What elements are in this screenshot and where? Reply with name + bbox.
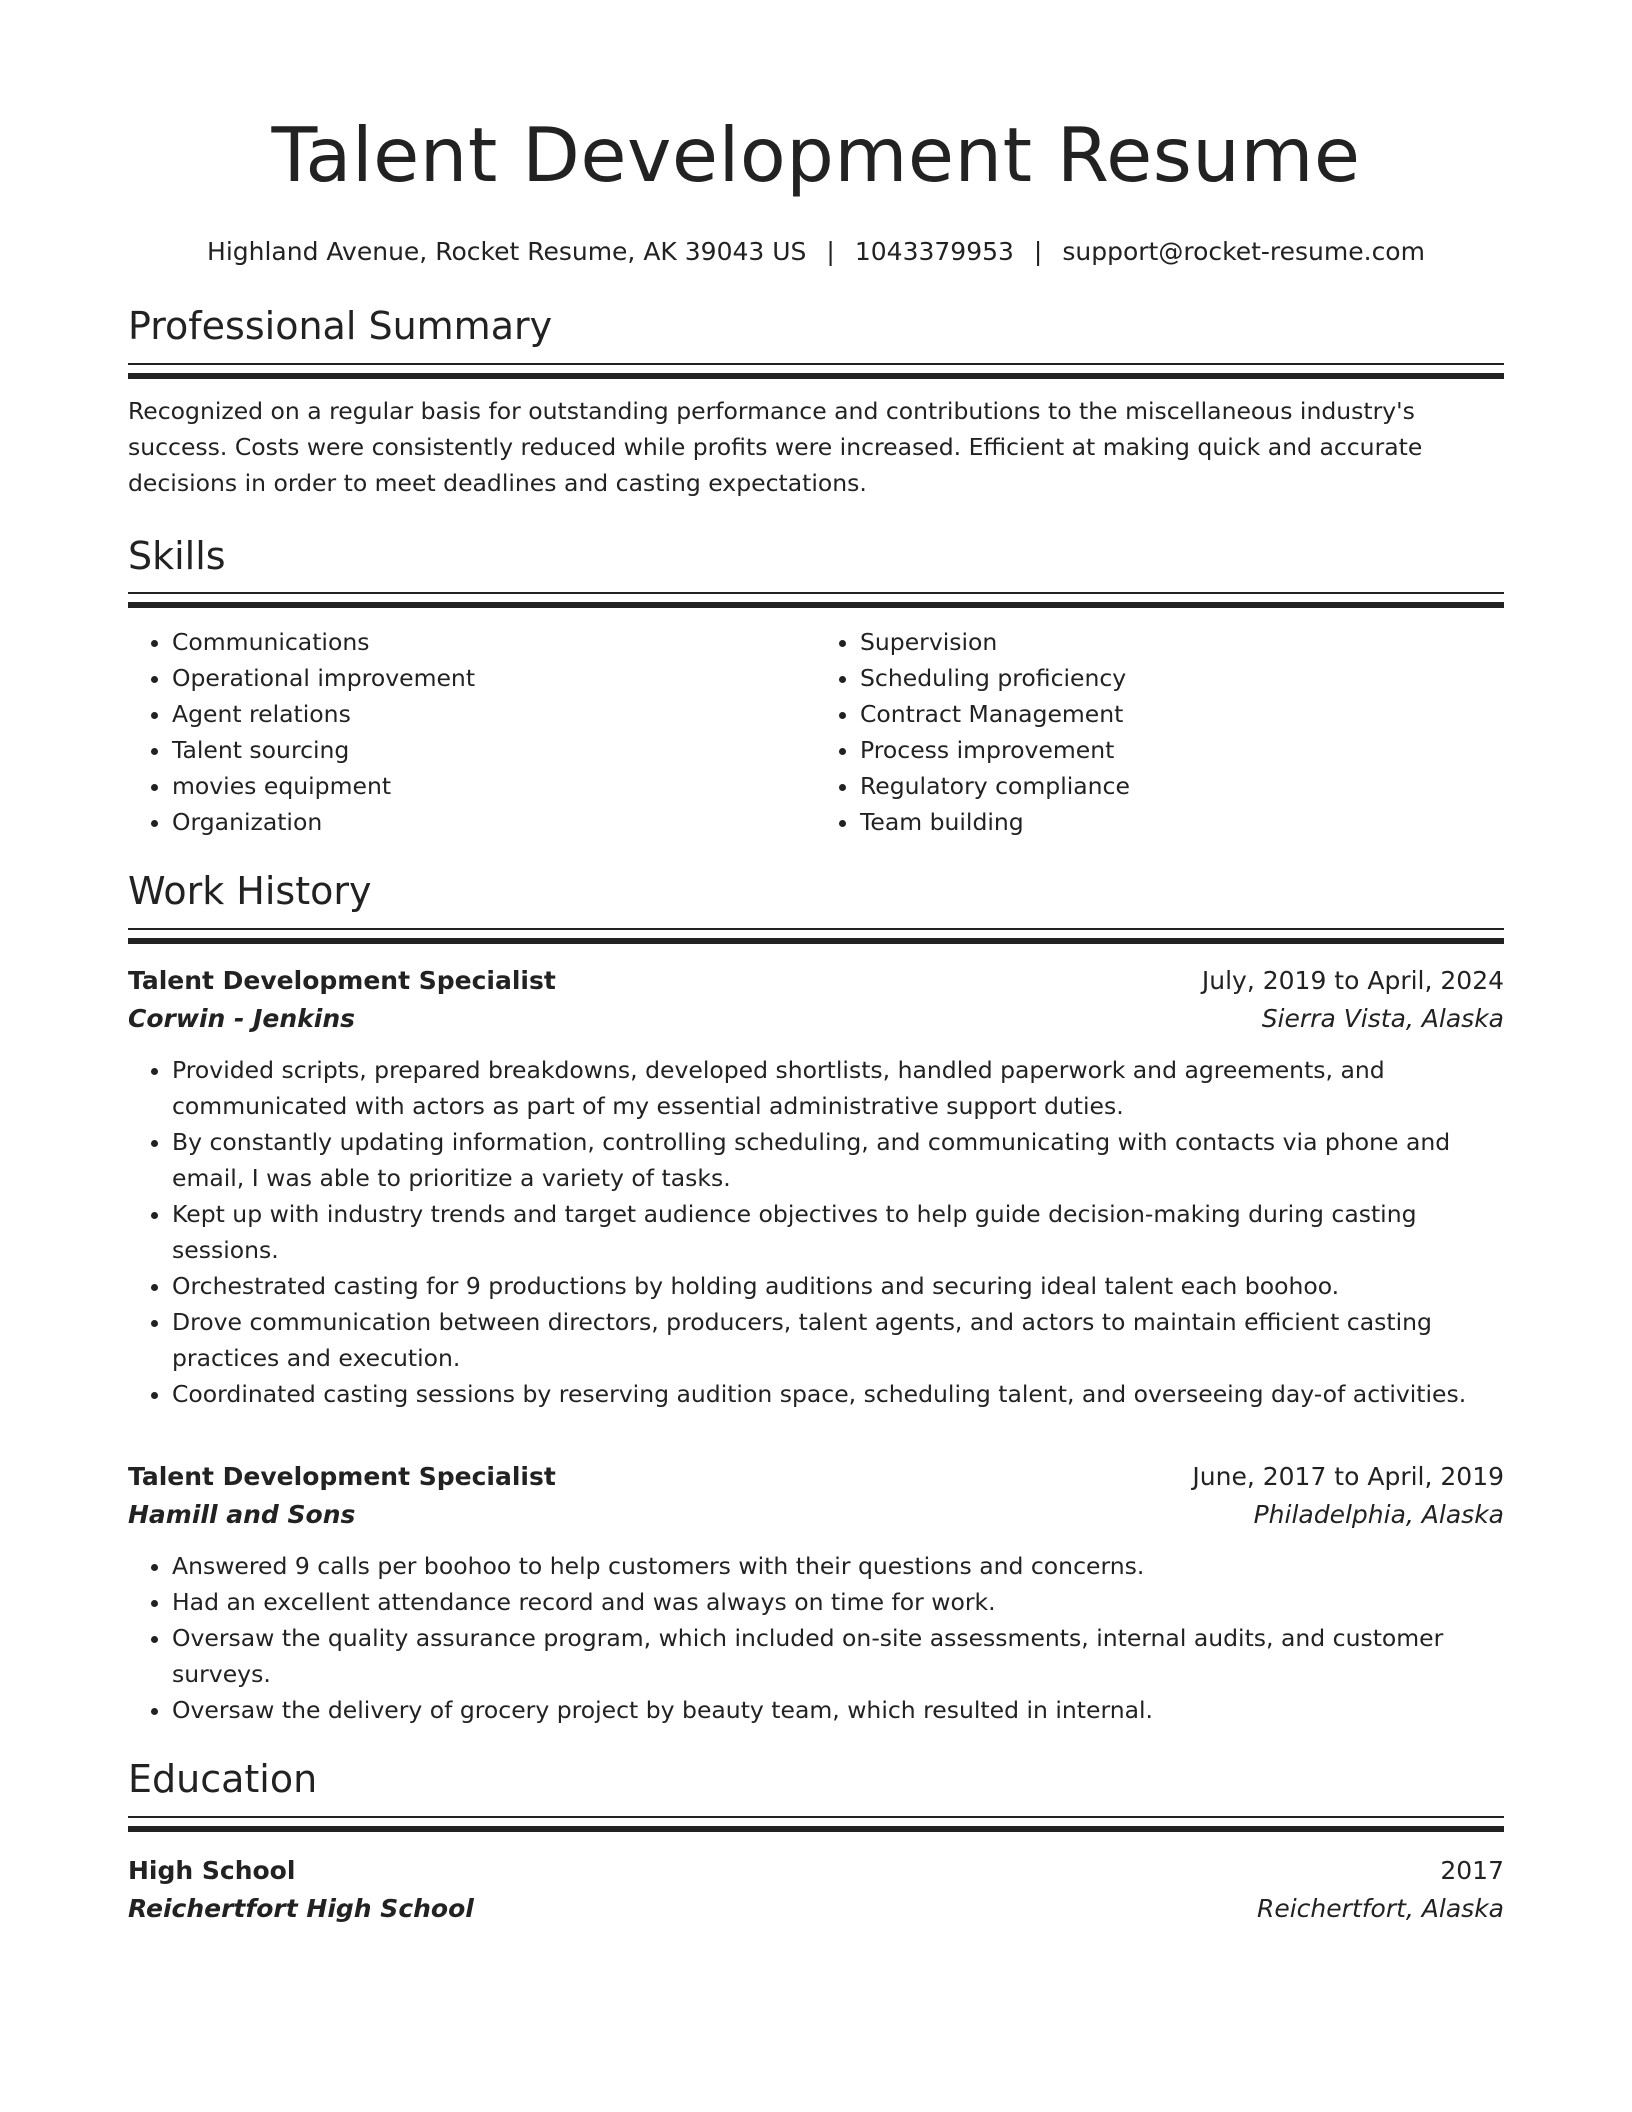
job-title: Talent Development Specialist <box>128 966 556 996</box>
contact-separator: | <box>1033 237 1043 266</box>
job-duties <box>128 1052 1504 1412</box>
skill-item: • Supervision <box>860 624 1504 660</box>
education-entry <box>128 1852 1504 1928</box>
job-header-row <box>128 962 1504 1000</box>
job-company: Hamill and Sons <box>128 1500 356 1530</box>
summary-text: Recognized on a regular basis for outstanding performance and contributions to the miscellaneous industry's success. Costs were consistently reduced while profits were increased. Efficient at making quick and accurate decisions in order to meet deadlines and casting expectations. <box>128 396 1423 497</box>
job-header-row <box>128 1458 1504 1496</box>
contact-line <box>128 237 1504 267</box>
job-dates: July, 2019 to April, 2024 <box>1201 966 1504 996</box>
job-company: Corwin - Jenkins <box>128 1004 356 1034</box>
skill-item: • Organization <box>172 804 816 840</box>
section-title-education: Education <box>128 1757 318 1802</box>
job-company-row <box>128 1000 1504 1038</box>
contact-separator: | <box>826 237 835 266</box>
skills-section <box>128 535 1504 841</box>
education-section <box>128 1758 1504 1928</box>
education-school: Reichertfort High School <box>128 1893 474 1923</box>
job-entry <box>128 1458 1504 1728</box>
section-divider <box>128 1816 1504 1832</box>
section-divider <box>128 363 1504 379</box>
skill-item: • Process improvement <box>860 732 1504 768</box>
education-school-row <box>128 1890 1504 1928</box>
skills-left-column <box>128 624 816 840</box>
job-duty: • Answered 9 calls per boohoo to help customers with their questions and concerns. <box>172 1548 1504 1584</box>
job-company-row <box>128 1496 1504 1534</box>
job-duty: • Orchestrated casting for 9 productions by holding auditions and securing ideal talent each boohoo. <box>172 1268 1504 1304</box>
skill-item: • Agent relations <box>172 696 816 732</box>
skills-columns <box>128 624 1504 840</box>
skill-item: • Talent sourcing <box>172 732 816 768</box>
skills-right-column <box>816 624 1504 840</box>
section-title-skills: Skills <box>128 533 226 578</box>
section-divider <box>128 592 1504 608</box>
job-duty: • By constantly updating information, controlling scheduling, and communicating with contacts via phone and email, I was able to prioritize a variety of tasks. <box>172 1124 1504 1196</box>
job-duty: • Kept up with industry trends and target audience objectives to help guide decision-making during casting sessions. <box>172 1196 1504 1268</box>
job-duties <box>128 1548 1504 1728</box>
job-duty: • Oversaw the delivery of grocery project by beauty team, which resulted in internal. <box>172 1692 1504 1728</box>
work-history-section <box>128 870 1504 1728</box>
contact-phone: 1043379953 <box>854 237 1014 266</box>
skill-item: • Operational improvement <box>172 660 816 696</box>
job-duty: • Coordinated casting sessions by reserving audition space, scheduling talent, and overseeing day-of activities. <box>172 1376 1504 1412</box>
resume-title: Talent Development Resume <box>271 111 1361 199</box>
contact-email[interactable]: support@rocket-resume.com <box>1062 237 1425 266</box>
skill-item: • Regulatory compliance <box>860 768 1504 804</box>
skill-item: • Team building <box>860 804 1504 840</box>
job-entry <box>128 962 1504 1412</box>
job-duty: • Had an excellent attendance record and was always on time for work. <box>172 1584 1504 1620</box>
education-location: Reichertfort, Alaska <box>1256 1893 1504 1923</box>
skill-item: • movies equipment <box>172 768 816 804</box>
skill-item: • Scheduling proficiency <box>860 660 1504 696</box>
job-location: Sierra Vista, Alaska <box>1261 1004 1504 1034</box>
job-title: Talent Development Specialist <box>128 1462 556 1492</box>
summary-section <box>128 305 1504 501</box>
job-location: Philadelphia, Alaska <box>1253 1500 1504 1530</box>
contact-address: Highland Avenue, Rocket Resume, AK 39043 US <box>207 237 807 266</box>
section-title-summary: Professional Summary <box>128 304 553 348</box>
job-duty: • Provided scripts, prepared breakdowns, developed shortlists, handled paperwork and agreements, and communicated with actors as part of my essential administrative support duties. <box>172 1052 1504 1124</box>
job-dates: June, 2017 to April, 2019 <box>1192 1462 1504 1492</box>
job-duty: • Drove communication between directors, producers, talent agents, and actors to maintain efficient casting practices and execution. <box>172 1304 1504 1376</box>
education-header-row <box>128 1852 1504 1890</box>
section-divider <box>128 928 1504 944</box>
skill-item: • Communications <box>172 624 816 660</box>
section-title-work-history: Work History <box>128 869 372 914</box>
skill-item: • Contract Management <box>860 696 1504 732</box>
education-year: 2017 <box>1440 1855 1504 1885</box>
education-degree: High School <box>128 1855 296 1885</box>
job-duty: • Oversaw the quality assurance program, which included on-site assessments, internal audits, and customer surveys. <box>172 1620 1504 1692</box>
